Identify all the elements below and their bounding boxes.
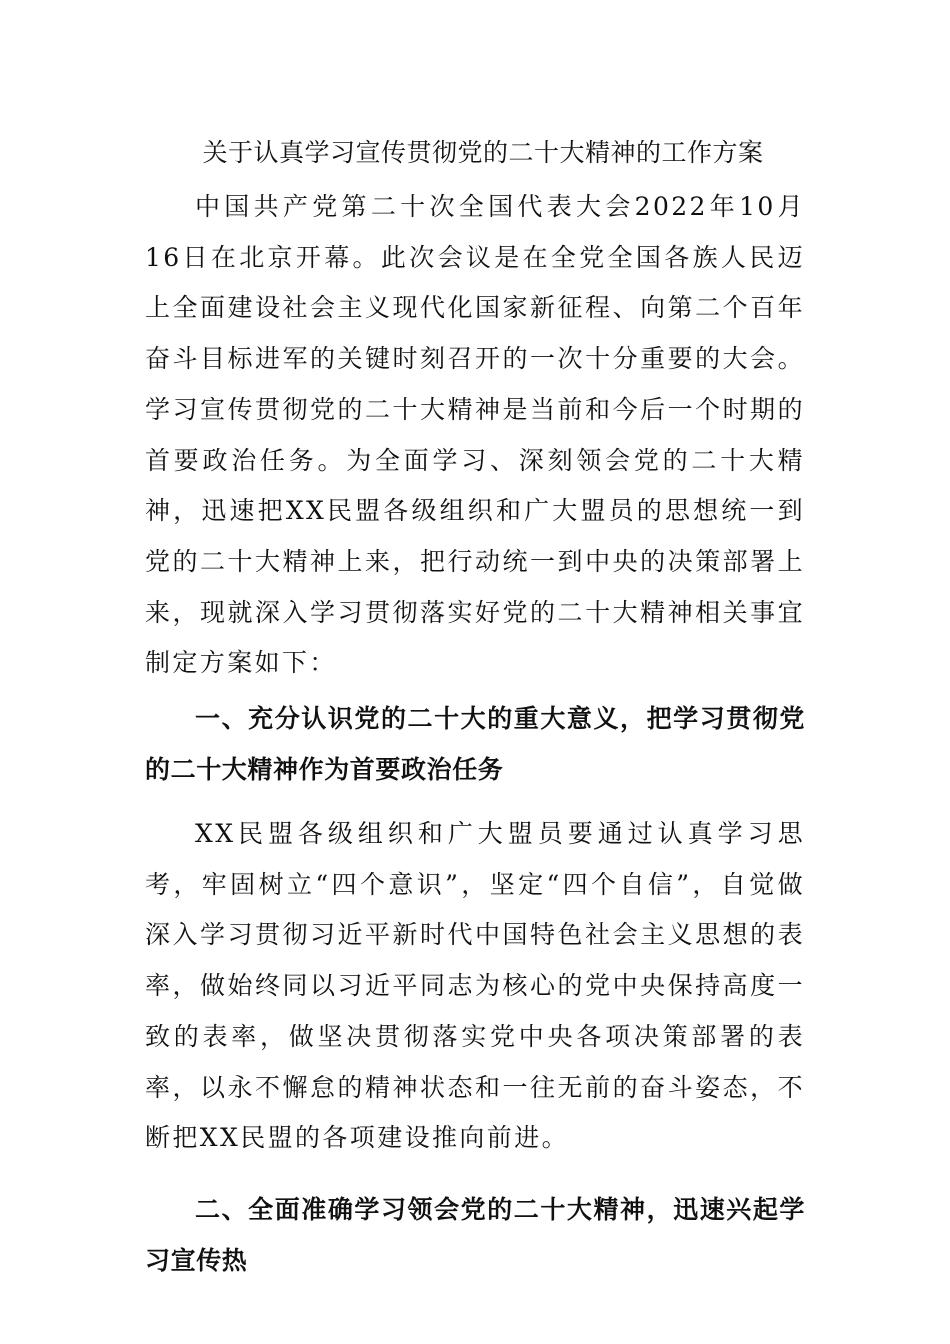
section-2-heading: 二、全面准确学习领会党的二十大精神，迅速兴起学习宣传热 [145,1194,805,1275]
document-title: 关于认真学习宣传贯彻党的二十大精神的工作方案 [202,138,764,167]
spacer [145,1164,805,1184]
intro-paragraph: 中国共产党第二十次全国代表大会2022年10月16日在北京开幕。此次会议是在全党全国各族人民迈上全面建设社会主义现代化国家新征程、向第二个百年奋斗目标进军的关键时刻召开的一次十分重要的大会。学习宣传贯彻党的二十大精神是当前和今后一个时期的首要政治任务。为全面学习、深刻领会党的二十大精神，迅速把XX民盟各级组织和广大盟员的思想统一到党的二十大精神上来，把行动统一到中央的决策部署上来，现就深入学习贯彻落实好党的二十大精神相关事宜制定方案如下： [145,192,805,678]
section-1-paragraph: XX民盟各级组织和广大盟员要通过认真学习思考，牢固树立“四个意识”，坚定“四个自信”，自觉做深入学习贯彻习近平新时代中国特色社会主义思想的表率，做始终同以习近平同志为核心的党中央保持高度一致的表率，做坚决贯彻落实党中央各项决策部署的表率，以永不懈怠的精神状态和一往无前的奋斗姿态，不断把XX民盟的各项建设推向前进。 [145,819,805,1153]
document-body [145,124,805,1286]
section-1-heading: 一、充分认识党的二十大的重大意义，把学习贯彻党的二十大精神作为首要政治任务 [145,704,805,785]
spacer [145,795,805,809]
